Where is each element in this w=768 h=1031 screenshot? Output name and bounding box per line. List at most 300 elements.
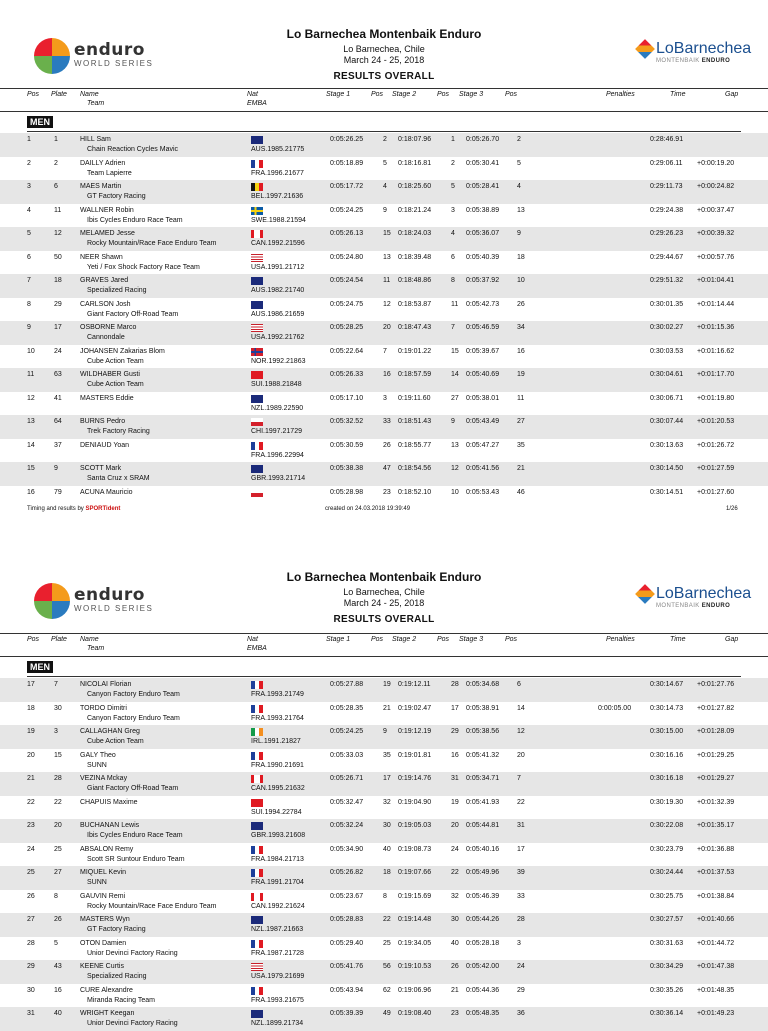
stage3-time: 0:05:34.68 (466, 681, 500, 688)
nat-code: CAN.1995.21632 (251, 785, 305, 792)
team-name: Cube Action Team (87, 357, 144, 365)
rider-position: 7 (27, 277, 31, 284)
col-header-nat: Nat (247, 91, 258, 98)
plate-number: 9 (54, 465, 58, 472)
flag-nzl-icon (251, 395, 263, 403)
gap-time: +0:01:19.80 (697, 394, 735, 402)
gap-time: +0:01:20.53 (697, 418, 735, 425)
flag-aus-icon (251, 136, 263, 144)
flag-irl-icon (251, 728, 263, 736)
lob-main: LoBarnechea (656, 585, 752, 602)
rider-name: KEENE Curtis (80, 963, 124, 970)
stage3-pos: 13 (517, 206, 525, 214)
nat-code: SWE.1988.21594 (251, 216, 306, 224)
stage3-time: 0:05:44.26 (466, 916, 500, 923)
rider-position: 20 (27, 751, 35, 759)
stage3-time: 0:05:38.56 (466, 728, 500, 735)
stage3-pos: 46 (517, 488, 525, 496)
nat-code: FRA.1984.21713 (251, 855, 304, 863)
total-time: 0:30:22.08 (650, 822, 684, 829)
gap-time: +0:01:27.60 (697, 488, 735, 496)
col-header-pos: Pos (27, 636, 40, 643)
flag-gbr-icon (251, 822, 263, 830)
stage2-pos: 23 (451, 1010, 459, 1017)
stage3-pos: 6 (517, 681, 521, 688)
stage2-pos: 20 (451, 822, 459, 829)
stage3-time: 0:05:38.01 (466, 394, 500, 402)
team-name: Santa Cruz x SRAM (87, 475, 150, 482)
rider-position: 24 (27, 845, 35, 853)
nat-code: NZL.1899.21734 (251, 1020, 304, 1027)
team-name: Specialized Racing (87, 973, 147, 980)
result-row (0, 251, 768, 275)
stage2-time: 0:19:12.11 (398, 681, 431, 688)
flag-fra-icon (251, 987, 263, 995)
col-header-stage1: Stage 1 (326, 91, 351, 98)
stage2-time: 0:18:24.03 (398, 230, 432, 237)
gap-time: +0:00:19.20 (697, 159, 735, 167)
results-title: RESULTS OVERALL (333, 71, 435, 82)
event-dates: March 24 - 25, 2018 (343, 598, 425, 608)
rider-position: 12 (27, 394, 35, 402)
flag-fra-icon (251, 160, 263, 168)
plate-number: 79 (54, 488, 62, 496)
result-row (0, 227, 768, 251)
col-header-penalties: Penalties (606, 91, 635, 98)
stage3-time: 0:05:41.56 (466, 465, 500, 472)
gap-time: +0:01:15.36 (697, 324, 735, 331)
stage2-pos: 40 (451, 939, 459, 947)
result-row (0, 415, 768, 439)
result-row (0, 796, 768, 820)
col-header-stage3: Stage 3 (459, 636, 484, 643)
col-header-plate: Plate (51, 636, 67, 643)
plate-number: 50 (54, 253, 62, 261)
plate-number: 16 (54, 986, 62, 994)
stage3-pos: 29 (517, 986, 525, 994)
lo-barnechea-diamond-icon (635, 584, 655, 604)
rider-name: MELAMED Jesse (80, 230, 135, 237)
team-name: Scott SR Suntour Enduro Team (87, 855, 185, 863)
stage3-time: 0:05:43.49 (466, 418, 500, 425)
stage3-time: 0:05:34.71 (466, 775, 500, 782)
rider-position: 2 (27, 159, 31, 167)
team-name: SUNN (87, 761, 107, 769)
result-row (0, 462, 768, 486)
flag-sui-icon (251, 371, 263, 379)
col-header-pos1: Pos (371, 91, 384, 98)
team-name: Cube Action Team (87, 381, 144, 388)
gap-time: +0:01:17.70 (697, 371, 735, 378)
stage2-pos: 30 (451, 916, 459, 923)
flag-fra-icon (251, 681, 263, 689)
gap-time: +0:01:29.27 (697, 775, 735, 782)
rider-name: ABSALON Remy (80, 845, 134, 853)
rider-name: OSBORNE Marco (80, 324, 137, 331)
results-title: RESULTS OVERALL (333, 614, 435, 625)
ews-line1: enduro (74, 40, 145, 60)
event-location: Lo Barnechea, Chile (343, 44, 425, 54)
gap-time: +0:01:28.09 (697, 728, 735, 735)
flag-swe-icon (251, 207, 263, 215)
rider-name: JOHANSEN Zakarias Blom (80, 347, 165, 355)
flag-bel-icon (251, 183, 263, 191)
total-time: 0:29:06.11 (650, 159, 683, 167)
stage3-time: 0:05:47.27 (466, 441, 500, 449)
nat-code: FRA.1996.21677 (251, 169, 304, 177)
plate-number: 7 (54, 681, 58, 688)
result-row (0, 819, 768, 843)
team-name: Cube Action Team (87, 738, 144, 745)
total-time: 0:30:27.57 (650, 916, 684, 923)
plate-number: 29 (54, 300, 62, 308)
stage3-time: 0:05:28.18 (466, 939, 500, 947)
stage3-time: 0:05:28.41 (466, 183, 500, 190)
nat-code: AUS.1982.21740 (251, 287, 305, 294)
stage2-time: 0:18:53.87 (398, 300, 432, 308)
stage2-pos: 24 (451, 845, 459, 853)
stage1-pos: 20 (383, 324, 391, 331)
result-row (0, 937, 768, 961)
plate-number: 63 (54, 371, 62, 378)
rider-name: WRIGHT Keegan (80, 1010, 135, 1017)
stage1-pos: 22 (383, 916, 391, 923)
gap-time: +0:00:24.82 (697, 183, 735, 190)
nat-code: FRA.1991.21704 (251, 879, 304, 886)
plate-number: 1 (54, 136, 58, 143)
lob-main: LoBarnechea (656, 40, 752, 57)
rider-name: GALY Theo (80, 751, 116, 759)
stage2-pos: 13 (451, 441, 459, 449)
nat-code: CAN.1992.21596 (251, 240, 305, 247)
total-time: 0:30:03.53 (650, 347, 684, 355)
result-row (0, 843, 768, 867)
plate-number: 12 (54, 230, 62, 237)
plate-number: 25 (54, 845, 62, 853)
result-row (0, 439, 768, 463)
stage3-time: 0:05:44.36 (466, 986, 500, 994)
plate-number: 28 (54, 775, 62, 782)
stage2-pos: 8 (451, 277, 455, 284)
plate-number: 15 (54, 751, 62, 759)
stage1-pos: 4 (383, 183, 387, 190)
result-row (0, 678, 768, 702)
gap-time: +0:01:27.76 (697, 681, 735, 688)
category-men: MEN (0, 116, 768, 130)
stage2-time: 0:19:14.76 (398, 775, 432, 782)
stage3-pos: 20 (517, 751, 525, 759)
stage2-pos: 3 (451, 206, 455, 214)
stage1-time: 0:05:33.03 (330, 751, 364, 759)
stage3-pos: 14 (517, 704, 525, 712)
stage1-pos: 7 (383, 347, 387, 355)
stage3-time: 0:05:48.35 (466, 1010, 500, 1017)
team-name: GT Factory Racing (87, 193, 146, 200)
col-header-pos1: Pos (371, 636, 384, 643)
stage2-time: 0:18:48.86 (398, 277, 432, 284)
lob-sub: MONTENBAIK ENDURO (656, 58, 731, 64)
stage1-pos: 15 (383, 230, 391, 237)
result-row (0, 702, 768, 726)
rider-position: 4 (27, 206, 31, 214)
stage3-pos: 18 (517, 253, 525, 261)
rider-position: 3 (27, 183, 31, 190)
nat-code: USA.1991.21712 (251, 263, 305, 271)
stage3-pos: 11 (517, 394, 525, 402)
nat-code: FRA.1993.21749 (251, 691, 304, 698)
rider-name: TORDO Dimitri (80, 704, 127, 712)
nat-code: FRA.1996.22994 (251, 451, 304, 459)
team-name: Rocky Mountain/Race Face Enduro Team (87, 902, 217, 910)
flag-fra-icon (251, 752, 263, 760)
stage2-pos: 31 (451, 775, 459, 782)
stage2-time: 0:19:01.81 (398, 751, 432, 759)
nat-code: FRA.1993.21764 (251, 714, 304, 722)
nat-code: AUS.1985.21775 (251, 146, 305, 153)
stage1-time: 0:05:32.47 (330, 798, 364, 806)
rider-position: 17 (27, 681, 35, 688)
flag-nzl-icon (251, 1010, 263, 1018)
team-name: Team Lapierre (87, 169, 132, 177)
stage3-pos: 7 (517, 775, 521, 782)
col-header-time: Time (670, 636, 686, 643)
result-row (0, 180, 768, 204)
stage2-pos: 11 (451, 300, 459, 308)
stage3-pos: 24 (517, 963, 525, 970)
team-name: Chain Reaction Cycles Mavic (87, 146, 179, 153)
gap-time: +0:00:57.76 (697, 253, 735, 261)
col-header-stage3: Stage 3 (459, 91, 484, 98)
page-number: 1/26 (726, 506, 738, 512)
rider-position: 18 (27, 704, 35, 712)
stage2-time: 0:19:15.69 (398, 892, 432, 900)
rider-name: SCOTT Mark (80, 465, 122, 472)
gap-time: +0:01:04.41 (697, 277, 735, 284)
stage3-pos: 28 (517, 916, 525, 923)
timing-credit: Timing and results by SPORTident (27, 506, 121, 512)
stage2-time: 0:19:10.53 (398, 963, 432, 970)
stage1-time: 0:05:43.94 (330, 986, 364, 994)
stage1-pos: 5 (383, 159, 387, 167)
stage3-time: 0:05:46.39 (466, 892, 500, 900)
plate-number: 3 (54, 728, 58, 735)
col-header-nat: Nat (247, 636, 258, 643)
flag-chi-icon (251, 418, 263, 426)
rider-position: 21 (27, 775, 35, 782)
result-row (0, 749, 768, 773)
rider-position: 26 (27, 892, 35, 900)
flag-fra-icon (251, 869, 263, 877)
rider-position: 25 (27, 869, 35, 876)
flag-fra-icon (251, 846, 263, 854)
penalties: 0:00:05.00 (598, 704, 632, 712)
stage1-time: 0:05:24.54 (330, 277, 364, 284)
stage2-time: 0:18:25.60 (398, 183, 432, 190)
result-row (0, 1007, 768, 1031)
rider-position: 23 (27, 822, 35, 829)
rider-name: VEZINA Mckay (80, 775, 128, 782)
stage1-time: 0:05:32.52 (330, 418, 364, 425)
nat-code: FRA.1993.21675 (251, 996, 304, 1004)
stage2-time: 0:19:05.03 (398, 822, 432, 829)
stage2-pos: 5 (451, 183, 455, 190)
rider-position: 11 (27, 371, 35, 378)
col-header-gap: Gap (725, 636, 739, 643)
rider-position: 19 (27, 728, 35, 735)
rider-name: GAUVIN Remi (80, 892, 126, 900)
rider-name: CALLAGHAN Greg (80, 728, 140, 735)
stage3-time: 0:05:40.69 (466, 371, 500, 378)
stage3-time: 0:05:46.59 (466, 324, 500, 331)
stage3-pos: 5 (517, 159, 521, 167)
stage3-time: 0:05:44.81 (466, 822, 500, 829)
total-time: 0:30:14.50 (650, 465, 684, 472)
stage2-time: 0:18:47.43 (398, 324, 432, 331)
rider-position: 27 (27, 916, 35, 923)
plate-number: 30 (54, 704, 62, 712)
stage3-pos: 16 (517, 347, 525, 355)
results-table (0, 678, 768, 1031)
team-name: Miranda Racing Team (87, 996, 155, 1004)
flag-sui-icon (251, 799, 263, 807)
rider-name: BURNS Pedro (80, 418, 126, 425)
stage1-time: 0:05:30.59 (330, 441, 364, 449)
nat-code: CHI.1997.21729 (251, 428, 302, 435)
stage1-time: 0:05:26.33 (330, 371, 364, 378)
stage2-pos: 12 (451, 465, 459, 472)
stage2-time: 0:18:39.48 (398, 253, 432, 261)
col-header-team: Team (87, 100, 105, 107)
category-men: MEN (0, 661, 768, 675)
stage3-time: 0:05:42.00 (466, 963, 500, 970)
stage2-pos: 16 (451, 751, 459, 759)
rider-name: NEER Shawn (80, 253, 123, 261)
team-name: Cannondale (87, 334, 125, 341)
stage2-pos: 28 (451, 681, 459, 688)
stage1-pos: 3 (383, 394, 387, 402)
lob-sub: MONTENBAIK ENDURO (656, 603, 731, 609)
gap-time: +0:01:35.17 (697, 822, 735, 829)
nat-code: GBR.1993.21714 (251, 475, 306, 482)
stage1-time: 0:05:17.10 (330, 394, 364, 402)
stage3-pos: 17 (517, 845, 525, 853)
result-row (0, 890, 768, 914)
team-name: Rocky Mountain/Race Face Enduro Team (87, 240, 217, 247)
col-header-gap: Gap (725, 91, 739, 98)
plate-number: 20 (54, 822, 62, 829)
gap-time: +0:01:36.88 (697, 845, 735, 853)
ews-line2: WORLD SERIES (74, 604, 154, 613)
gap-time: +0:01:48.35 (697, 986, 735, 994)
stage3-pos: 3 (517, 939, 521, 947)
plate-number: 27 (54, 869, 62, 876)
nat-code: BEL.1997.21636 (251, 193, 304, 200)
stage1-pos: 30 (383, 822, 391, 829)
stage1-pos: 33 (383, 418, 391, 425)
stage3-time: 0:05:30.41 (466, 159, 500, 167)
rider-position: 28 (27, 939, 35, 947)
stage2-pos: 22 (451, 869, 459, 876)
col-header-pos2: Pos (437, 91, 450, 98)
stage2-time: 0:18:55.77 (398, 441, 432, 449)
results-page-2 (0, 545, 768, 1031)
stage2-time: 0:19:02.47 (398, 704, 432, 712)
rider-position: 29 (27, 963, 35, 970)
stage1-time: 0:05:38.38 (330, 465, 364, 472)
stage1-pos: 35 (383, 751, 391, 759)
gap-time: +0:01:27.59 (697, 465, 735, 472)
nat-code: NZL.1989.22590 (251, 404, 304, 412)
total-time: 0:29:11.73 (650, 183, 683, 190)
rider-position: 1 (27, 136, 31, 143)
stage2-time: 0:18:07.96 (398, 136, 432, 143)
stage2-time: 0:19:07.66 (398, 869, 432, 876)
col-header-pos3: Pos (505, 91, 518, 98)
event-title: Lo Barnechea Montenbaik Enduro (286, 27, 482, 41)
stage2-pos: 19 (451, 798, 459, 806)
plate-number: 17 (54, 324, 62, 331)
event-location: Lo Barnechea, Chile (343, 587, 425, 597)
gap-time: +0:01:27.82 (697, 704, 735, 712)
flag-fra-icon (251, 940, 263, 948)
flag-nor-icon (251, 348, 263, 356)
stage2-time: 0:18:16.81 (398, 159, 432, 167)
stage1-time: 0:05:18.89 (330, 159, 364, 167)
result-row (0, 725, 768, 749)
stage3-pos: 39 (517, 869, 525, 876)
nat-code: CAN.1992.21624 (251, 902, 305, 910)
stage1-time: 0:05:34.90 (330, 845, 364, 853)
plate-number: 24 (54, 347, 62, 355)
stage3-pos: 4 (517, 183, 521, 190)
stage2-pos: 21 (451, 986, 459, 994)
team-name: Giant Factory Off-Road Team (87, 785, 179, 792)
flag-chi-icon (251, 489, 263, 497)
col-header-plate: Plate (51, 91, 67, 98)
rider-name: WILDHABER Gusti (80, 371, 140, 378)
result-row (0, 274, 768, 298)
stage3-time: 0:05:37.92 (466, 277, 500, 284)
stage1-pos: 32 (383, 798, 391, 806)
gap-time: +0:01:49.23 (697, 1010, 735, 1017)
lo-barnechea-diamond-icon (635, 39, 655, 59)
total-time: 0:30:25.75 (650, 892, 684, 900)
nat-code: FRA.1987.21728 (251, 949, 304, 957)
rider-name: WALLNER Robin (80, 206, 134, 214)
stage2-time: 0:19:04.90 (398, 798, 432, 806)
total-time: 0:29:44.67 (650, 253, 684, 261)
total-time: 0:30:06.71 (650, 394, 684, 402)
plate-number: 26 (54, 916, 62, 923)
plate-number: 64 (54, 418, 62, 425)
stage1-time: 0:05:26.71 (330, 775, 364, 782)
plate-number: 8 (54, 892, 58, 900)
nat-code: GBR.1993.21608 (251, 832, 306, 839)
stage2-time: 0:18:57.59 (398, 371, 432, 378)
stage1-time: 0:05:28.98 (330, 488, 364, 496)
ews-line2: WORLD SERIES (74, 59, 154, 68)
stage1-pos: 9 (383, 206, 387, 214)
nat-code: IRL.1991.21827 (251, 738, 301, 745)
gap-time: +0:01:32.39 (697, 798, 735, 806)
rider-position: 16 (27, 488, 35, 496)
stage1-time: 0:05:28.35 (330, 704, 364, 712)
stage1-time: 0:05:24.80 (330, 253, 364, 261)
stage1-pos: 13 (383, 253, 391, 261)
stage3-pos: 33 (517, 892, 525, 900)
rider-position: 13 (27, 418, 35, 425)
stage2-time: 0:19:11.60 (398, 394, 431, 402)
